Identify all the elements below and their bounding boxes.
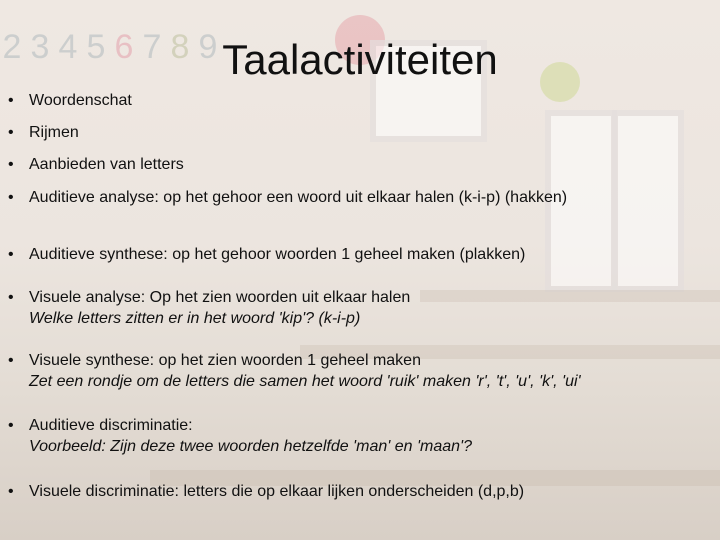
bullet-text: Visuele analyse: Op het zien woorden uit elkaar halen: [29, 289, 411, 306]
bullet-text: Visuele discriminatie: letters die op elkaar lijken onderscheiden (d,p,b): [29, 483, 525, 500]
list-item: [8, 350, 708, 392]
bullet-text: Auditieve analyse: op het gehoor een woord uit elkaar halen (k-i-p) (hakken): [29, 189, 568, 206]
wall-number: 6: [114, 28, 134, 66]
wall-number: 3: [30, 28, 50, 66]
list-item: [8, 154, 708, 175]
bullet-icon: •: [8, 92, 14, 109]
bullet-icon: •: [8, 483, 14, 500]
bullet-icon: •: [8, 156, 14, 173]
bullet-text: Aanbieden van letters: [29, 156, 184, 173]
bullet-icon: •: [8, 189, 14, 206]
list-item: [8, 90, 708, 111]
bullet-text: Woordenschat: [29, 92, 132, 109]
wall-number: 7: [142, 28, 162, 66]
list-item: [8, 244, 708, 265]
wall-number: 9: [198, 28, 218, 66]
bullet-text: Visuele synthese: op het zien woorden 1 geheel maken: [29, 352, 421, 369]
list-item: [8, 481, 708, 502]
wall-number: 2: [2, 28, 22, 66]
wall-number: 8: [170, 28, 190, 66]
bullet-example: Voorbeeld: Zijn deze twee woorden hetzelfde 'man' en 'maan'?: [29, 438, 473, 455]
list-item: [8, 122, 708, 143]
list-item: [8, 415, 708, 457]
bullet-icon: •: [8, 352, 14, 369]
bullet-example: Welke letters zitten er in het woord 'kip'? (k-i-p): [29, 310, 361, 327]
bullet-icon: •: [8, 124, 14, 141]
bullet-example: Zet een rondje om de letters die samen het woord 'ruik' maken 'r', 't', 'u', 'k', 'ui': [29, 373, 581, 390]
bullet-icon: •: [8, 289, 14, 306]
bullet-text: Auditieve synthese: op het gehoor woorden 1 geheel maken (plakken): [29, 246, 526, 263]
bullet-icon: •: [8, 417, 14, 434]
bullet-icon: •: [8, 246, 14, 263]
bullet-text: Rijmen: [29, 124, 79, 141]
list-item: [8, 287, 708, 329]
list-item: [8, 187, 708, 208]
wall-number: 5: [86, 28, 106, 66]
bullet-text: Auditieve discriminatie:: [29, 417, 193, 434]
wall-number: 4: [58, 28, 78, 66]
slide-title: Taalactiviteiten: [222, 36, 498, 83]
